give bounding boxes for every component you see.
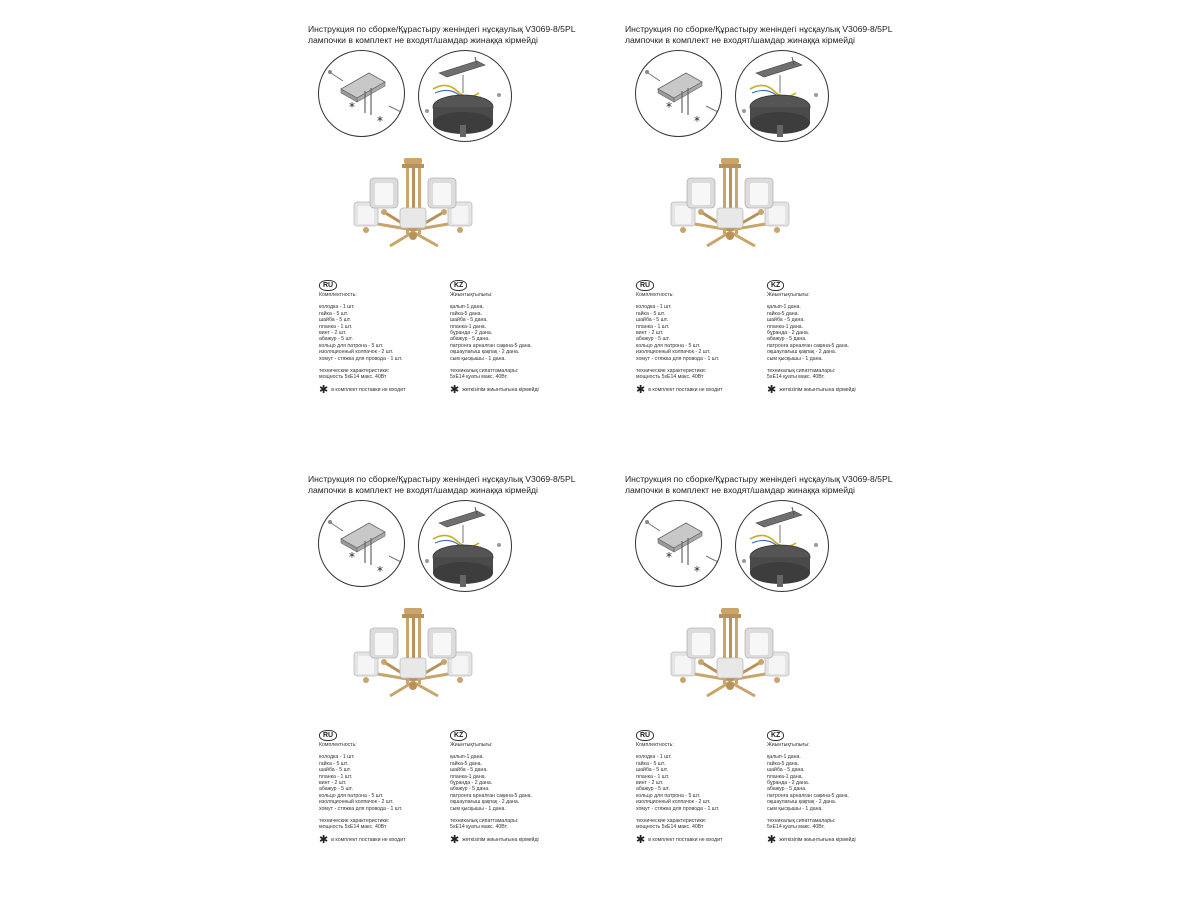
ru-item: гайка - 5 шт. <box>636 310 666 317</box>
kz-item: патронға арналған сақина-5 дана. <box>767 342 849 349</box>
ru-language-badge: RU <box>319 280 337 291</box>
instruction-title <box>308 474 598 495</box>
title-line-2: лампочки в комплект не входят/шамдар жинаққа кірмейді <box>308 34 538 45</box>
kz-contents-column <box>767 742 892 844</box>
chandelier-illustration <box>348 150 478 260</box>
kz-star-note: жеткізілім жиынтығына кірмейді <box>779 836 856 843</box>
kz-item: қалып-1 дана. <box>767 304 801 311</box>
ceiling-plate-wiring-diagram <box>418 50 512 142</box>
svg-text:*: * <box>666 550 672 564</box>
kz-item: сым қысқышы - 1 дана. <box>767 355 823 362</box>
ru-contents-column <box>636 742 756 844</box>
ru-item: хомут - стяжка для провода - 1 шт. <box>636 805 720 812</box>
chandelier-illustration <box>665 600 795 710</box>
kz-item: бұранда - 2 дана. <box>450 330 493 337</box>
ru-star-note-row <box>636 833 756 846</box>
kz-item: сым қысқышы - 1 дана. <box>767 805 823 812</box>
ru-item: гайка - 5 шт. <box>319 760 349 767</box>
ru-contents-column <box>319 742 439 844</box>
svg-text:*: * <box>349 550 355 564</box>
title-line-2: лампочки в комплект не входят/шамдар жинаққа кірмейді <box>308 484 538 495</box>
ceiling-plate-wiring-diagram <box>735 50 829 142</box>
kz-contents-heading: Жиынтықтылығы: <box>450 292 493 298</box>
ru-item: шайба - 5 шт. <box>319 317 352 324</box>
kz-star-note-row <box>450 383 575 396</box>
kz-item: планка-1 дана. <box>767 773 804 780</box>
kz-star-note-row <box>767 383 892 396</box>
kz-star-note: жеткізілім жиынтығына кірмейді <box>462 836 539 843</box>
kz-item: патронға арналған сақина-5 дана. <box>767 792 849 799</box>
ru-language-badge: RU <box>636 730 654 741</box>
ru-item: хомут - стяжка для провода - 1 шт. <box>319 805 403 812</box>
ru-specs-heading: технические характеристики: <box>319 818 390 825</box>
kz-item: бұранда - 2 дана. <box>767 780 810 787</box>
ru-item: винт - 2 шт. <box>319 330 347 337</box>
title-line-1: Инструкция по сборке/Құрастыру женіндегі нұсқаулық V3069-8/5PL <box>308 474 576 484</box>
asterisk-icon: ✱ <box>636 383 646 396</box>
kz-item: сым қысқышы - 1 дана. <box>450 355 506 362</box>
ru-item: колодка - 1 шт. <box>319 754 355 761</box>
kz-item: абажур - 5 дана. <box>767 336 807 343</box>
kz-item: шайба - 5 дана. <box>450 767 488 774</box>
svg-text:*: * <box>666 100 672 114</box>
instruction-title <box>625 24 915 45</box>
kz-contents-heading: Жиынтықтылығы: <box>767 742 810 748</box>
kz-star-note: жеткізілім жиынтығына кірмейді <box>779 386 856 393</box>
kz-item: патронға арналған сақина-5 дана. <box>450 792 532 799</box>
kz-item: оқшаулағыш қақпақ - 2 дана. <box>767 799 837 806</box>
kz-specs-heading: техникалық сипаттамалары: <box>450 368 519 375</box>
asterisk-icon: ✱ <box>450 383 460 396</box>
ru-item: абажур - 5 шт. <box>636 786 670 793</box>
svg-text:*: * <box>349 100 355 114</box>
ru-star-note-row <box>319 833 439 846</box>
ru-star-note: в комплект поставки не входит <box>331 836 406 843</box>
ru-item: шайба - 5 шт. <box>319 767 352 774</box>
kz-item: абажур - 5 дана. <box>450 786 490 793</box>
kz-item: шайба - 5 дана. <box>767 767 805 774</box>
kz-contents-heading: Жиынтықтылығы: <box>767 292 810 298</box>
ru-specs-value: мощность 5хЕ14 макс. 40Вт <box>319 374 387 381</box>
kz-item: бұранда - 2 дана. <box>450 780 493 787</box>
svg-text:*: * <box>377 564 383 578</box>
instruction-block-3 <box>283 450 600 900</box>
mounting-bracket-diagram <box>318 50 405 137</box>
ru-specs-value: мощность 5хЕ14 макс. 40Вт <box>319 824 387 831</box>
kz-specs-value: 5хЕ14 қуаты макс. 40Вт. <box>450 824 508 831</box>
ru-contents-heading: Комплектность: <box>319 742 357 748</box>
kz-item: абажур - 5 дана. <box>450 336 490 343</box>
ru-item: планка - 1 шт. <box>636 323 670 330</box>
asterisk-icon: ✱ <box>450 833 460 846</box>
kz-star-note-row <box>450 833 575 846</box>
kz-language-badge: KZ <box>767 280 784 291</box>
ru-item: абажур - 5 шт. <box>636 336 670 343</box>
ru-item: абажур - 5 шт. <box>319 336 353 343</box>
ru-item: хомут - стяжка для провода - 1 шт. <box>636 355 720 362</box>
instruction-block-1 <box>283 0 600 450</box>
kz-language-badge: KZ <box>450 730 467 741</box>
kz-item: бұранда - 2 дана. <box>767 330 810 337</box>
kz-contents-column <box>450 742 575 844</box>
ru-item: изоляционный колпачок - 2 шт. <box>636 349 711 356</box>
kz-item: гайка-5 дана. <box>450 760 482 767</box>
ru-contents-column <box>636 292 756 394</box>
kz-contents-column <box>767 292 892 394</box>
ru-item: планка - 1 шт. <box>319 773 353 780</box>
ru-language-badge: RU <box>319 730 337 741</box>
kz-item: қалып-1 дана. <box>450 304 484 311</box>
ru-item: изоляционный колпачок - 2 шт. <box>319 799 394 806</box>
ru-item: винт - 2 шт. <box>636 330 664 337</box>
kz-item: гайка-5 дана. <box>767 310 799 317</box>
ru-item: винт - 2 шт. <box>319 780 347 787</box>
kz-item: шайба - 5 дана. <box>767 317 805 324</box>
title-line-1: Инструкция по сборке/Құрастыру женіндегі нұсқаулық V3069-8/5PL <box>625 474 893 484</box>
ru-item: колодка - 1 шт. <box>319 304 355 311</box>
kz-item: оқшаулағыш қақпақ - 2 дана. <box>450 799 520 806</box>
ru-specs-heading: технические характеристики: <box>636 368 707 375</box>
ru-item: гайка - 5 шт. <box>319 310 349 317</box>
kz-item: гайка-5 дана. <box>450 310 482 317</box>
kz-item: қалып-1 дана. <box>767 754 801 761</box>
ru-specs-value: мощность 5хЕ14 макс. 40Вт <box>636 824 704 831</box>
asterisk-icon: ✱ <box>767 833 777 846</box>
ru-contents-heading: Комплектность: <box>636 742 674 748</box>
mounting-bracket-diagram <box>318 500 405 587</box>
ru-item: шайба - 5 шт. <box>636 317 669 324</box>
ceiling-plate-wiring-diagram <box>418 500 512 592</box>
kz-item: оқшаулағыш қақпақ - 2 дана. <box>767 349 837 356</box>
asterisk-icon: ✱ <box>319 383 329 396</box>
kz-star-note: жеткізілім жиынтығына кірмейді <box>462 386 539 393</box>
title-line-1: Инструкция по сборке/Құрастыру женіндегі нұсқаулық V3069-8/5PL <box>308 24 576 34</box>
ru-contents-column <box>319 292 439 394</box>
ru-item: гайка - 5 шт. <box>636 760 666 767</box>
ru-item: кольцо для патрона - 5 шт. <box>319 792 384 799</box>
title-line-1: Инструкция по сборке/Құрастыру женіндегі нұсқаулық V3069-8/5PL <box>625 24 893 34</box>
asterisk-icon: ✱ <box>767 383 777 396</box>
ru-contents-heading: Комплектность: <box>319 292 357 298</box>
ru-star-note-row <box>319 383 439 396</box>
kz-item: планка-1 дана. <box>450 323 487 330</box>
ru-specs-heading: технические характеристики: <box>319 368 390 375</box>
kz-item: абажур - 5 дана. <box>767 786 807 793</box>
kz-item: планка-1 дана. <box>450 773 487 780</box>
svg-text:*: * <box>377 114 383 128</box>
svg-text:*: * <box>694 564 700 578</box>
ru-item: шайба - 5 шт. <box>636 767 669 774</box>
ru-star-note: в комплект поставки не входит <box>648 836 723 843</box>
kz-item: оқшаулағыш қақпақ - 2 дана. <box>450 349 520 356</box>
ru-contents-heading: Комплектность: <box>636 292 674 298</box>
ru-item: винт - 2 шт. <box>636 780 664 787</box>
kz-specs-value: 5хЕ14 қуаты макс. 40Вт. <box>767 374 825 381</box>
ru-item: планка - 1 шт. <box>319 323 353 330</box>
chandelier-illustration <box>665 150 795 260</box>
kz-item: сым қысқышы - 1 дана. <box>450 805 506 812</box>
kz-language-badge: KZ <box>767 730 784 741</box>
ru-item: колодка - 1 шт. <box>636 754 672 761</box>
ru-item: изоляционный колпачок - 2 шт. <box>636 799 711 806</box>
ru-item: хомут - стяжка для провода - 1 шт. <box>319 355 403 362</box>
ru-item: колодка - 1 шт. <box>636 304 672 311</box>
kz-contents-heading: Жиынтықтылығы: <box>450 742 493 748</box>
ru-item: кольцо для патрона - 5 шт. <box>319 342 384 349</box>
kz-specs-value: 5хЕ14 қуаты макс. 40Вт. <box>767 824 825 831</box>
chandelier-illustration <box>348 600 478 710</box>
instruction-block-2 <box>600 0 917 450</box>
title-line-2: лампочки в комплект не входят/шамдар жинаққа кірмейді <box>625 484 855 495</box>
ru-star-note: в комплект поставки не входит <box>331 386 406 393</box>
ru-language-badge: RU <box>636 280 654 291</box>
title-line-2: лампочки в комплект не входят/шамдар жинаққа кірмейді <box>625 34 855 45</box>
ceiling-plate-wiring-diagram <box>735 500 829 592</box>
asterisk-icon: ✱ <box>319 833 329 846</box>
ru-item: абажур - 5 шт. <box>319 786 353 793</box>
ru-specs-heading: технические характеристики: <box>636 818 707 825</box>
ru-star-note: в комплект поставки не входит <box>648 386 723 393</box>
kz-specs-heading: техникалық сипаттамалары: <box>767 818 836 825</box>
instruction-block-4 <box>600 450 917 900</box>
instruction-title <box>625 474 915 495</box>
ru-star-note-row <box>636 383 756 396</box>
kz-item: гайка-5 дана. <box>767 760 799 767</box>
instruction-title <box>308 24 598 45</box>
ru-item: кольцо для патрона - 5 шт. <box>636 792 701 799</box>
kz-specs-heading: техникалық сипаттамалары: <box>450 818 519 825</box>
svg-text:*: * <box>694 114 700 128</box>
kz-contents-column <box>450 292 575 394</box>
kz-item: шайба - 5 дана. <box>450 317 488 324</box>
mounting-bracket-diagram <box>635 50 722 137</box>
kz-language-badge: KZ <box>450 280 467 291</box>
kz-specs-heading: техникалық сипаттамалары: <box>767 368 836 375</box>
ru-specs-value: мощность 5хЕ14 макс. 40Вт <box>636 374 704 381</box>
ru-item: кольцо для патрона - 5 шт. <box>636 342 701 349</box>
kz-item: қалып-1 дана. <box>450 754 484 761</box>
ru-item: изоляционный колпачок - 2 шт. <box>319 349 394 356</box>
kz-star-note-row <box>767 833 892 846</box>
kz-item: патронға арналған сақина-5 дана. <box>450 342 532 349</box>
kz-item: планка-1 дана. <box>767 323 804 330</box>
kz-specs-value: 5хЕ14 қуаты макс. 40Вт. <box>450 374 508 381</box>
mounting-bracket-diagram <box>635 500 722 587</box>
asterisk-icon: ✱ <box>636 833 646 846</box>
ru-item: планка - 1 шт. <box>636 773 670 780</box>
